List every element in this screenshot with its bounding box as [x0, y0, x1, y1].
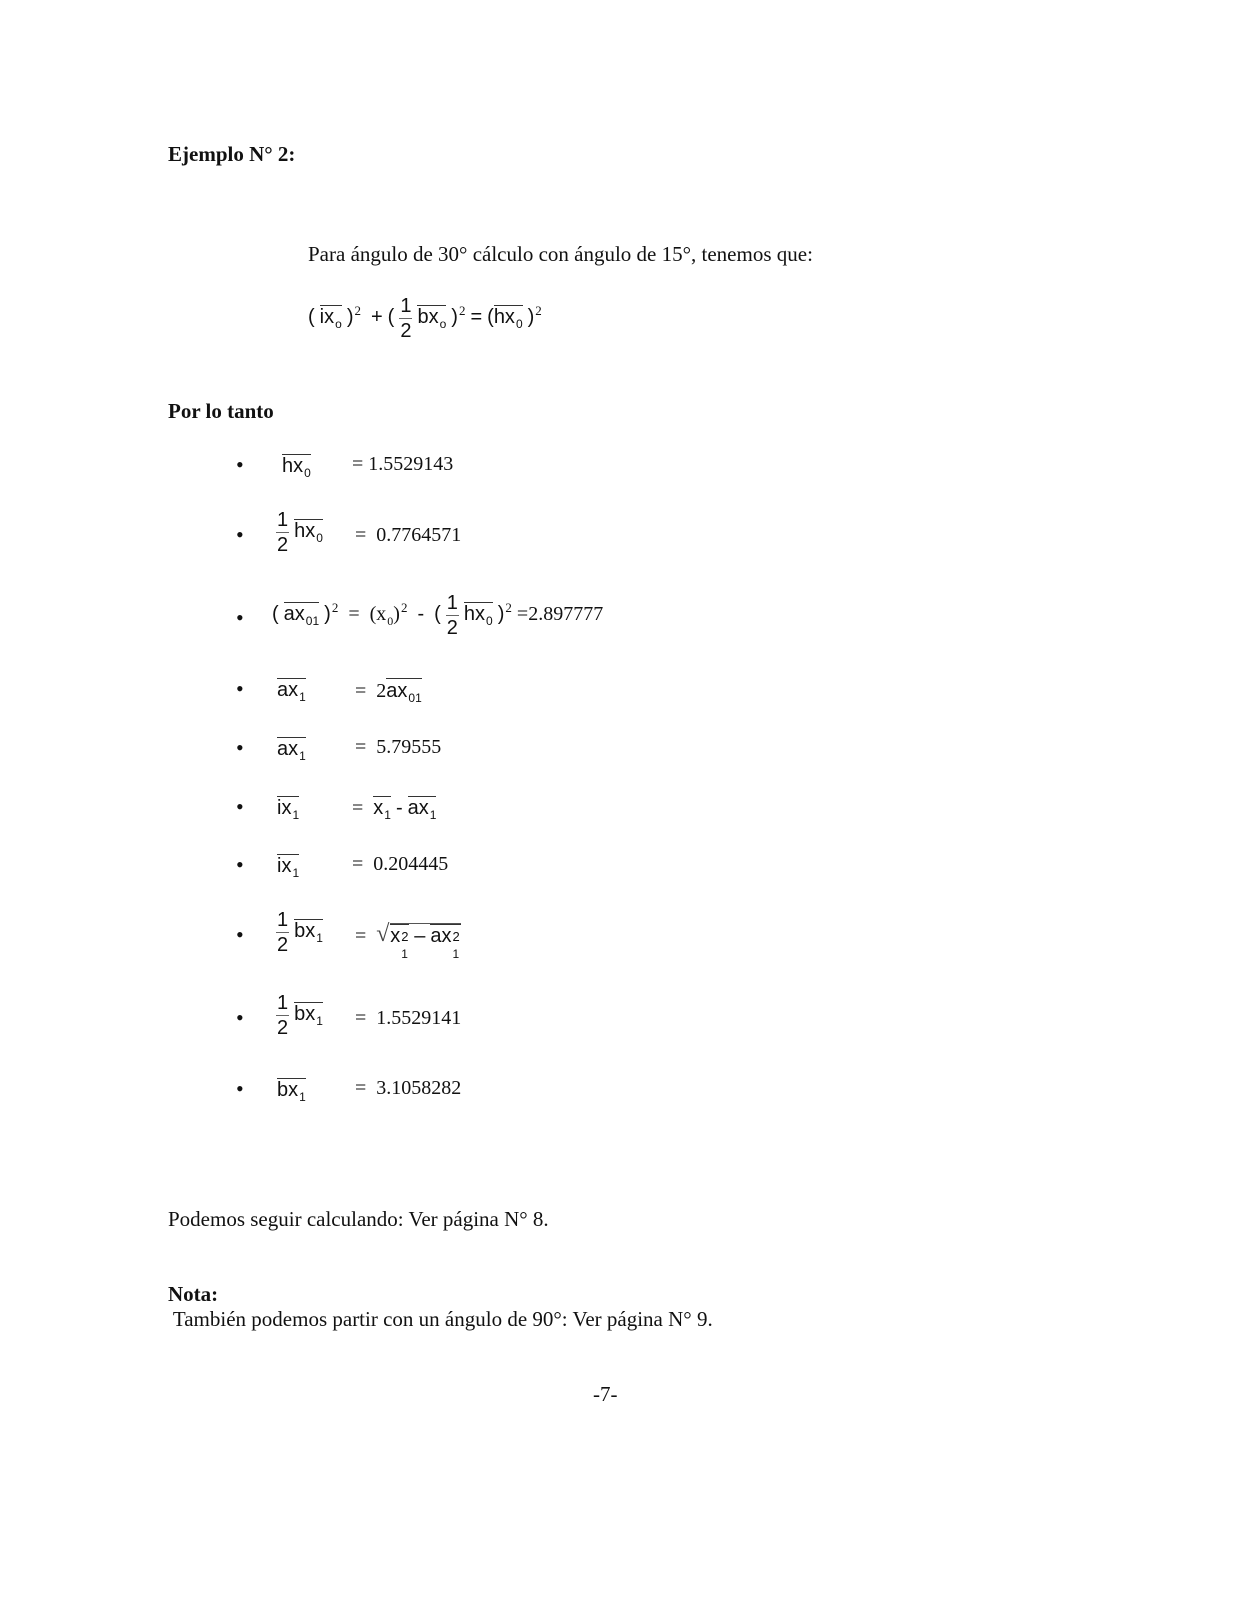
formula-term-bx-sub: o: [439, 317, 447, 332]
row-6-rhs-text: ax: [407, 797, 429, 819]
formula-open-paren: (: [308, 306, 315, 329]
row-2-eq: =: [355, 524, 367, 546]
row-1-rhs: [352, 453, 453, 476]
row-6-eq: =: [352, 797, 364, 819]
row-5-lhs-sub: 1: [299, 749, 306, 763]
row-5-lhs: [277, 737, 306, 763]
formula-fraction-den: 2: [400, 320, 412, 342]
row-8-rx-sub: 1: [401, 947, 408, 961]
formula-term-hx: [493, 305, 523, 332]
formula-open-paren-2: (: [387, 306, 395, 329]
row-3-lhs: [283, 602, 320, 629]
row-5-rhs: [355, 736, 441, 759]
row-6-x-text: x: [373, 797, 384, 819]
formula-term-bx-text: bx: [417, 306, 439, 329]
intro-text: Para ángulo de 30° cálculo con ángulo de 15°, tenemos que:: [308, 242, 813, 266]
row-7-lhs-text: ix: [277, 855, 292, 877]
page-number: -7-: [593, 1382, 618, 1406]
row-3-value: 2.897777: [528, 603, 604, 626]
bullet-1: •: [236, 452, 244, 477]
row-10: [277, 1078, 306, 1104]
row-3-x-close: ): [393, 603, 400, 626]
row-2-fraction: [276, 510, 289, 555]
row-4-rhs-term: [386, 678, 421, 703]
row-6-x-sub: 1: [384, 808, 391, 822]
row-10-value: 3.1058282: [376, 1077, 462, 1099]
row-7-value: 0.204445: [373, 853, 449, 875]
row-9-rhs: [355, 1007, 461, 1030]
sqrt-radical-icon: √: [376, 921, 390, 947]
row-9-fraction-den: 2: [277, 1017, 289, 1039]
bullet-8: •: [236, 922, 244, 947]
row-8-rax-text: ax: [430, 925, 452, 947]
row-8-eq: =: [355, 925, 367, 947]
row-9-fraction: [276, 993, 289, 1038]
row-9-lhs: [294, 1002, 323, 1029]
row-8-rhs: [355, 921, 461, 961]
formula-term-ix-text: ix: [319, 306, 335, 329]
row-8-rx-text: x: [390, 925, 401, 947]
subheading: Por lo tanto: [168, 399, 274, 423]
row-10-lhs: [277, 1078, 306, 1104]
formula-term-bx: [417, 305, 447, 332]
row-9-lhs-text: bx: [294, 1003, 316, 1026]
formula-open-paren-3: (: [487, 306, 494, 329]
row-6-rhs-sub: 1: [429, 808, 437, 822]
row-3-term-sub: 0: [486, 614, 493, 629]
row-3-x-square: 2: [400, 600, 408, 616]
row-3-open: (: [272, 603, 279, 626]
row-7-lhs-sub: 1: [292, 866, 300, 880]
row-3-close-2: ): [497, 603, 505, 626]
row-3-fraction: [446, 593, 459, 638]
row-3-x: [369, 603, 400, 629]
formula-fraction: [399, 296, 412, 341]
row-3-square-2: 2: [505, 600, 512, 616]
row-9-value: 1.5529141: [376, 1007, 462, 1029]
row-5-lhs-text: ax: [277, 738, 299, 760]
row-4-lhs-text: ax: [277, 679, 299, 701]
bullet-7: •: [236, 852, 244, 877]
row-1-lhs: [282, 454, 311, 480]
row-8: [276, 910, 323, 955]
row-5: [277, 737, 306, 763]
row-6-rhs: [352, 796, 437, 822]
row-8-lhs: [294, 919, 323, 946]
bullet-10: •: [236, 1076, 244, 1101]
row-9-fraction-num: 1: [277, 992, 289, 1014]
row-4-rhs-sub: 01: [408, 691, 422, 705]
bullet-6: •: [236, 794, 244, 819]
formula-equals: =: [470, 306, 483, 329]
row-4-rhs: [355, 678, 422, 703]
formula-fraction-num: 1: [400, 295, 412, 317]
row-7-eq: =: [352, 853, 364, 875]
row-3: [272, 593, 603, 638]
row-4-lhs-sub: 1: [299, 690, 306, 704]
bullet-4: •: [236, 676, 244, 701]
row-3-lhs-text: ax: [283, 603, 305, 626]
main-formula: [308, 296, 542, 341]
row-8-minus: –: [414, 925, 426, 947]
row-3-eq-2: =: [516, 603, 529, 626]
heading: Ejemplo N° 2:: [168, 142, 296, 166]
formula-square-3: 2: [535, 303, 542, 319]
note-text: También podemos partir con un ángulo de 90°: Ver página N° 9.: [168, 1307, 713, 1331]
row-8-sqrt: [376, 921, 460, 961]
row-2-lhs: [294, 519, 323, 546]
row-8-lhs-text: bx: [294, 920, 316, 943]
bullet-3: •: [236, 605, 244, 630]
row-10-lhs-sub: 1: [299, 1090, 306, 1104]
row-6-lhs-text: ix: [277, 797, 292, 819]
row-8-rax-sup: 2: [452, 929, 460, 944]
row-8-lhs-sub: 1: [316, 931, 323, 946]
row-3-x-sub: 0: [387, 614, 394, 629]
row-1-eq: =: [352, 453, 364, 475]
row-3-minus: -: [417, 603, 425, 626]
row-1-lhs-sub: 0: [304, 466, 311, 480]
row-8-rx: [390, 924, 409, 961]
row-3-lhs-sub: 01: [305, 614, 320, 629]
row-6: [277, 796, 300, 822]
formula-close-paren-2: ): [451, 306, 458, 329]
row-1-value: 1.5529143: [368, 453, 454, 475]
row-2-rhs: [355, 524, 461, 547]
row-4-lhs: [277, 678, 306, 704]
note-heading: Nota:: [168, 1282, 219, 1306]
row-2-lhs-text: hx: [294, 520, 316, 543]
row-6-lhs-sub: 1: [292, 808, 300, 822]
row-7-rhs: [352, 853, 448, 876]
row-4: [277, 678, 306, 704]
row-3-term: [463, 602, 493, 629]
row-8-rax: [430, 924, 460, 961]
row-10-lhs-text: bx: [277, 1079, 299, 1101]
row-2-fraction-den: 2: [277, 534, 289, 556]
row-9-eq: =: [355, 1007, 367, 1029]
row-2-lhs-sub: 0: [316, 531, 323, 546]
row-8-rx-sup: 2: [401, 929, 409, 944]
row-2-fraction-num: 1: [277, 509, 289, 531]
row-3-fraction-den: 2: [446, 617, 458, 639]
formula-close-paren-3: ): [527, 306, 535, 329]
row-8-fraction-num: 1: [277, 909, 289, 931]
formula-term-ix: [319, 305, 342, 332]
row-8-fraction: [276, 910, 289, 955]
row-6-lhs: [277, 796, 300, 822]
row-3-fraction-num: 1: [446, 592, 458, 614]
formula-term-hx-text: hx: [493, 306, 515, 329]
row-3-square: 2: [331, 600, 339, 616]
row-6-minus: -: [395, 797, 403, 819]
row-4-coef: 2: [376, 680, 387, 702]
row-3-open-2: (: [434, 603, 441, 626]
formula-term-ix-sub: o: [335, 317, 342, 332]
row-10-eq: =: [355, 1077, 367, 1099]
continue-text: Podemos seguir calculando: Ver página N° 8.: [168, 1207, 549, 1231]
row-3-eq: =: [348, 603, 360, 626]
bullet-2: •: [236, 522, 244, 547]
formula-square-2: 2: [458, 303, 466, 319]
row-9: [276, 993, 323, 1038]
row-4-rhs-text: ax: [386, 680, 408, 702]
row-9-lhs-sub: 1: [316, 1014, 323, 1029]
row-2: [276, 510, 323, 555]
bullet-5: •: [236, 735, 244, 760]
formula-plus: +: [370, 306, 383, 329]
row-5-value: 5.79555: [376, 736, 442, 758]
row-3-term-text: hx: [463, 603, 486, 626]
bullet-9: •: [236, 1005, 244, 1030]
row-8-rax-sub: 1: [452, 947, 460, 961]
row-6-x: [373, 796, 391, 822]
row-6-rhs-term: [407, 796, 437, 822]
row-8-fraction-den: 2: [277, 934, 289, 956]
row-1-lhs-text: hx: [282, 455, 304, 477]
row-3-x-text: (x: [369, 603, 387, 626]
row-3-close: ): [324, 603, 331, 626]
row-7-lhs: [277, 854, 300, 880]
row-5-eq: =: [355, 736, 367, 758]
row-4-eq: =: [355, 680, 367, 702]
row-2-value: 0.7764571: [376, 524, 462, 546]
formula-term-hx-sub: 0: [515, 317, 523, 332]
row-1: [282, 454, 311, 480]
row-10-rhs: [355, 1077, 461, 1100]
row-7: [277, 854, 300, 880]
row-8-radicand: [390, 923, 460, 961]
formula-square-1: 2: [354, 303, 361, 319]
formula-close-paren-1: ): [346, 306, 354, 329]
